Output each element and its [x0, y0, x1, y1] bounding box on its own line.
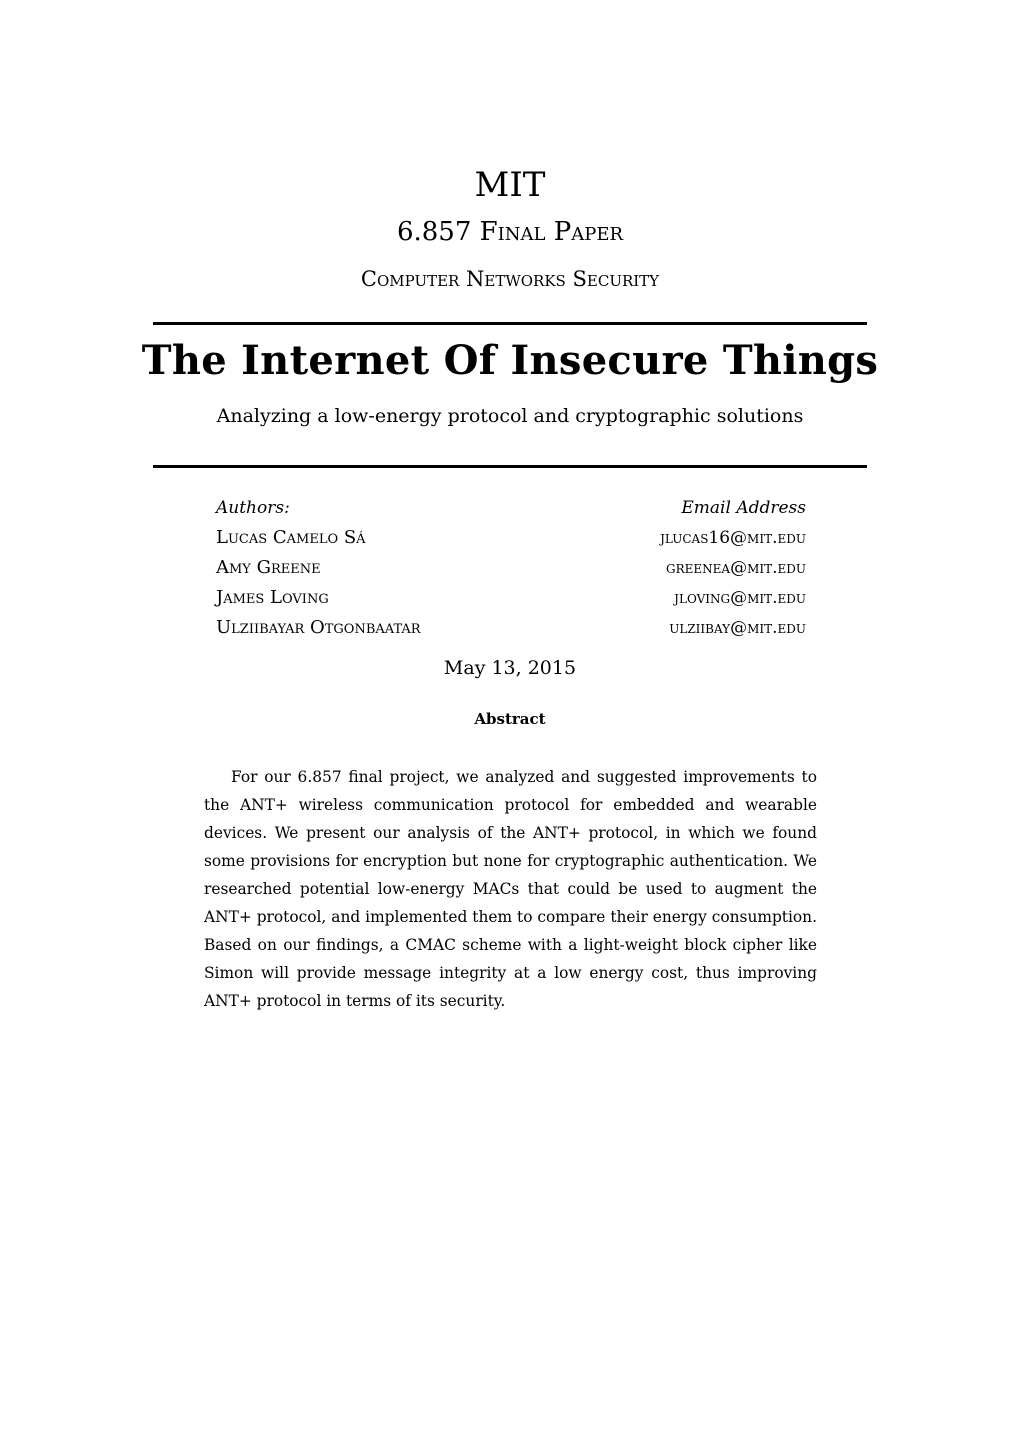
author-name: James Loving [216, 587, 329, 608]
abstract-heading: Abstract [474, 710, 546, 728]
department-name: Computer Networks Security [360, 267, 660, 291]
author-name: Ulziibayar Otgonbaatar [216, 617, 421, 638]
author-name: Lucas Camelo Sá [216, 527, 366, 548]
authors-label: Authors: [216, 498, 290, 518]
institution-name: MIT [474, 165, 546, 205]
author-email: greenea@mit.edu [666, 558, 806, 578]
author-email: jlucas16@mit.edu [660, 528, 806, 548]
course-title: 6.857 Final Paper [396, 217, 624, 247]
authors-header-row [216, 493, 806, 523]
publication-date: May 13, 2015 [443, 657, 577, 679]
paper-subtitle: Analyzing a low-energy protocol and cryptographic solutions [216, 405, 804, 427]
author-row [216, 583, 806, 613]
email-label: Email Address [681, 498, 806, 518]
title-bottom-rule [153, 465, 867, 468]
title-top-rule [153, 322, 867, 325]
author-email: ulziibay@mit.edu [669, 618, 806, 638]
author-row [216, 523, 806, 553]
author-name: Amy Greene [216, 557, 321, 578]
author-row [216, 613, 806, 643]
authors-table [216, 493, 806, 643]
author-email: jloving@mit.edu [674, 588, 806, 608]
paper-title: The Internet Of Insecure Things [141, 337, 879, 384]
abstract-body: For our 6.857 final project, we analyzed and suggested improvements to the ANT+ wireless communication protocol for embedded and wearable devices. We present our analysis of the ANT+ protocol, in which we found some provisions for encryption but none for cryptographic authentication. We researched potential low-energy MACs that could be used to augment the ANT+ protocol, and implemented them to compare their energy consumption. Based on our findings, a CMAC scheme with a light-weight block cipher like Simon will provide message integrity at a low energy cost, thus improving ANT+ protocol in terms of its security. [204, 768, 817, 1010]
author-row [216, 553, 806, 583]
